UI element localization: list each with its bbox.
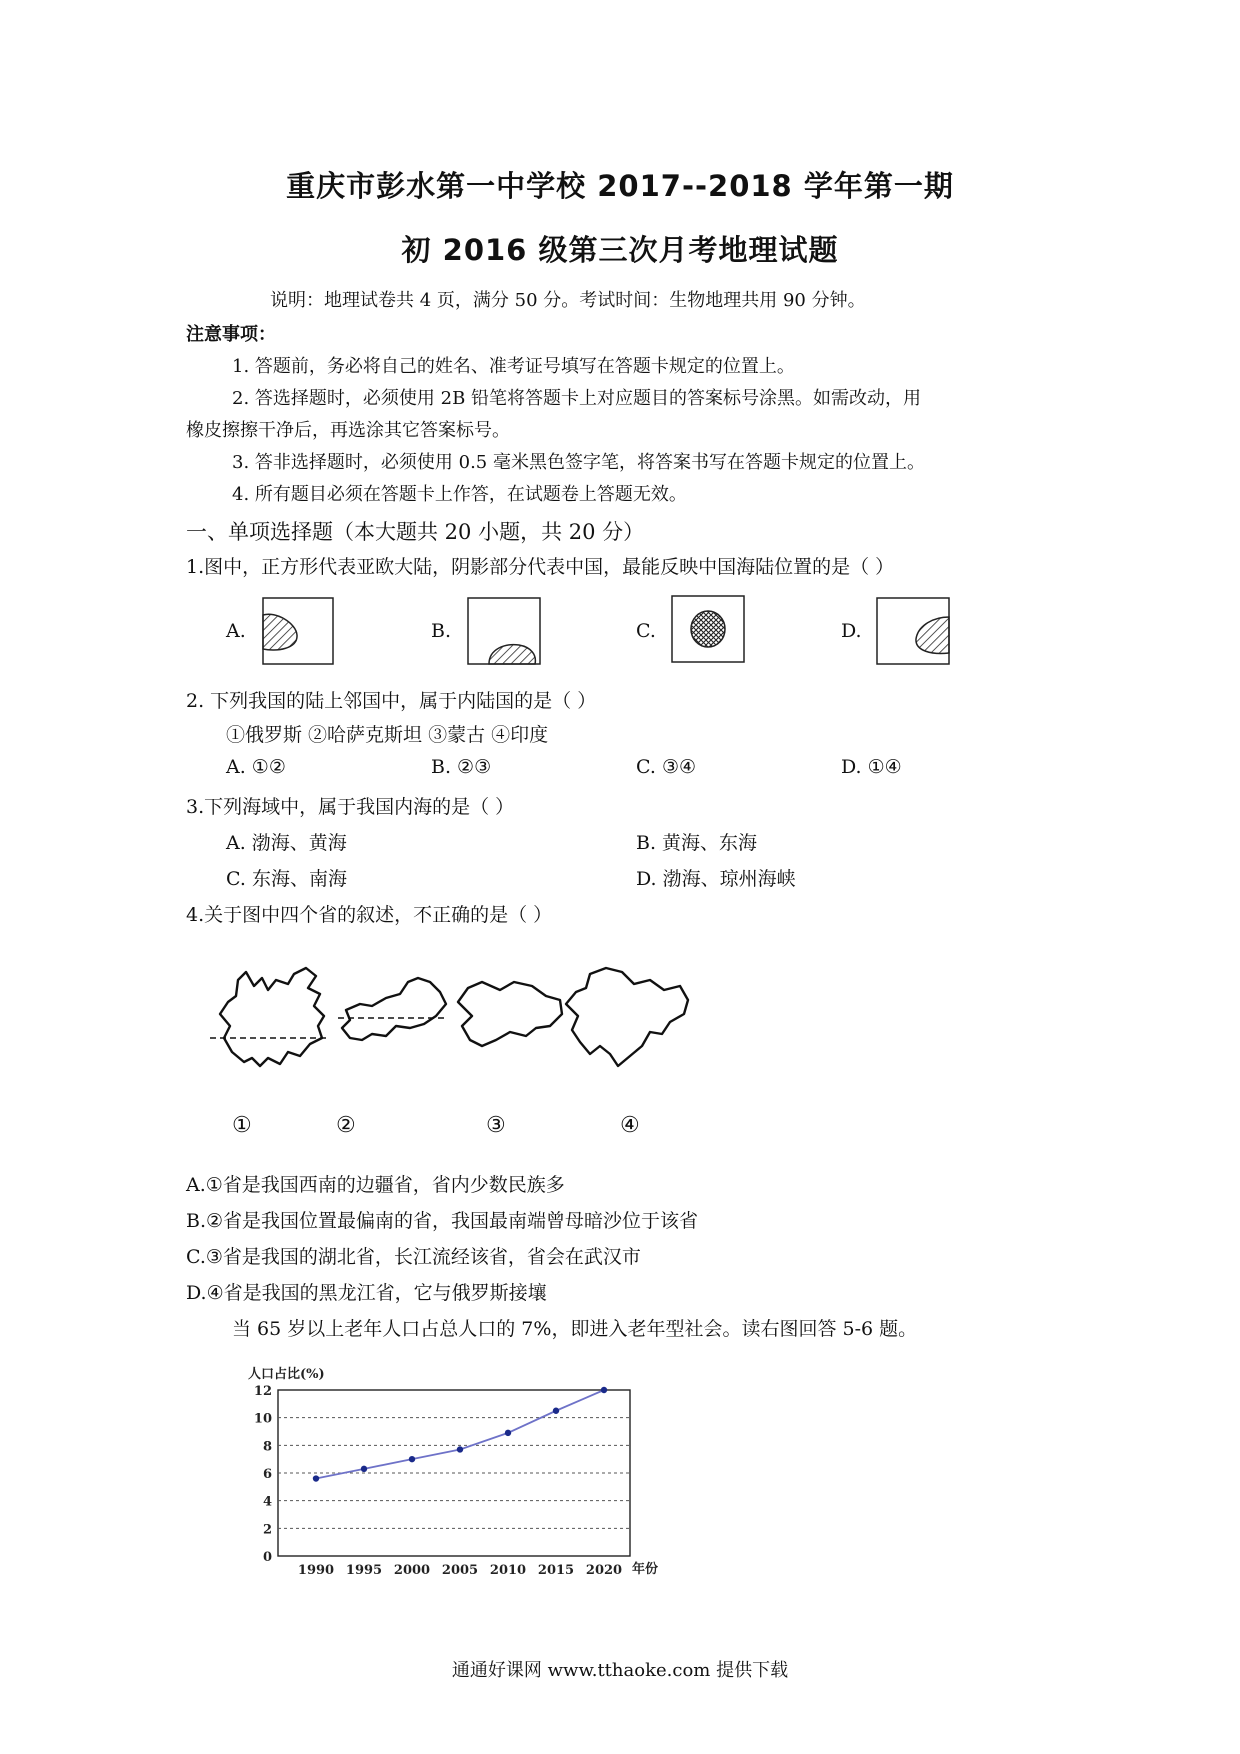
- chart-ylabel: 人口占比(%): [248, 1367, 325, 1382]
- province-label-4: ④: [620, 1113, 640, 1138]
- chart-ytick-label: 2: [262, 1522, 272, 1538]
- instruction-3: 3. 答非选择题时，必须使用 0.5 毫米黑色签字笔，将答案书写在答题卡规定的位置上。: [232, 452, 925, 473]
- q4-option-b: B.②省是我国位置最偏南的省，我国最南端曾母暗沙位于该省: [186, 1210, 699, 1232]
- q2-option-a: A. ①②: [226, 756, 286, 778]
- province-1-outline: [220, 968, 324, 1066]
- instruction-4: 4. 所有题目必须在答题卡上作答，在试题卷上答题无效。: [232, 484, 687, 505]
- chart-ytick-label: 6: [262, 1467, 272, 1482]
- chart-data-point: [457, 1446, 463, 1452]
- instruction-1: 1. 答题前，务必将自己的姓名、准考证号填写在答题卡规定的位置上。: [232, 356, 795, 377]
- aging-population-chart: [240, 1360, 660, 1580]
- q1-option-c-diagram: [671, 595, 745, 663]
- instruction-2b: 橡皮擦擦干净后，再选涂其它答案标号。: [186, 420, 510, 441]
- province-3-outline: [458, 982, 562, 1046]
- q2-stem: 2. 下列我国的陆上邻国中，属于内陆国的是（ ）: [186, 690, 597, 712]
- exam-note: 说明：地理试卷共 4 页，满分 50 分。考试时间：生物地理共用 90 分钟。: [270, 290, 866, 311]
- q3-option-c: C. 东海、南海: [226, 868, 347, 890]
- chart-ytick-label: 8: [262, 1439, 272, 1455]
- title-line1: 重庆市彭水第一中学校 2017--2018 学年第一期: [286, 169, 954, 203]
- chart-xtick-label: 2005: [441, 1563, 479, 1578]
- chart-ytick-label: 12: [253, 1384, 272, 1399]
- q2-choices: ①俄罗斯 ②哈萨克斯坦 ③蒙古 ④印度: [226, 724, 549, 746]
- q3-option-b: B. 黄海、东海: [636, 832, 758, 854]
- q1-option-c-label: C.: [636, 620, 656, 642]
- q1-option-b-label: B.: [431, 620, 452, 642]
- title-line2: 初 2016 级第三次月考地理试题: [401, 233, 839, 267]
- q1-option-d-diagram: [876, 597, 950, 665]
- instruction-2a: 2. 答选择题时，必须使用 2B 铅笔将答题卡上对应题目的答案标号涂黑。如需改动，用: [232, 388, 922, 409]
- chart-xtick-label: 1995: [345, 1563, 383, 1578]
- q4-option-a: A.①省是我国西南的边疆省，省内少数民族多: [186, 1174, 565, 1196]
- q3-option-d: D. 渤海、琼州海峡: [636, 868, 796, 890]
- section-heading: 一、单项选择题（本大题共 20 小题，共 20 分）: [186, 520, 645, 544]
- chart-xtick-label: 1990: [297, 1563, 335, 1578]
- q1-stem: 1.图中，正方形代表亚欧大陆，阴影部分代表中国，最能反映中国海陆位置的是（ ）: [186, 556, 895, 578]
- q4-option-d: D.④省是我国的黑龙江省，它与俄罗斯接壤: [186, 1282, 547, 1304]
- chart-xtick-label: 2020: [585, 1563, 623, 1578]
- q1-option-b-diagram: [467, 597, 541, 665]
- chart-ytick-label: 4: [262, 1494, 272, 1510]
- province-label-2: ②: [336, 1113, 356, 1138]
- chart-data-point: [409, 1456, 415, 1462]
- chart-ytick-label: 0: [262, 1550, 272, 1565]
- province-4-outline: [566, 968, 688, 1066]
- q1-option-d-label: D.: [841, 620, 862, 642]
- q3-option-a: A. 渤海、黄海: [226, 832, 347, 854]
- q4-stem: 4.关于图中四个省的叙述，不正确的是（ ）: [186, 904, 553, 926]
- province-2-outline: [342, 978, 446, 1040]
- chart-data-point: [313, 1475, 319, 1481]
- chart-data-point: [505, 1430, 511, 1436]
- province-label-3: ③: [486, 1113, 506, 1138]
- q56-intro: 当 65 岁以上老年人口占总人口的 7%，即进入老年型社会。读右图回答 5-6 题。: [232, 1318, 918, 1340]
- q2-option-c: C. ③④: [636, 756, 697, 778]
- chart-data-point: [553, 1408, 559, 1414]
- chart-ytick-label: 10: [253, 1411, 272, 1427]
- q4-option-c: C.③省是我国的湖北省，长江流经该省，省会在武汉市: [186, 1246, 641, 1268]
- q4-province-map: [210, 960, 770, 1140]
- chart-data-point: [361, 1466, 367, 1472]
- chart-data-point: [601, 1387, 607, 1393]
- chart-xtick-label: 2000: [393, 1563, 431, 1578]
- q3-stem: 3.下列海域中，属于我国内海的是（ ）: [186, 796, 515, 818]
- q2-option-d: D. ①④: [841, 756, 902, 778]
- chart-xtick-label: 2015: [537, 1563, 575, 1578]
- q1-option-a-label: A.: [226, 620, 246, 642]
- chart-xtick-label: 2010: [489, 1563, 527, 1578]
- chart-xlabel: 年份: [632, 1562, 659, 1577]
- q1-option-a-diagram: [262, 597, 334, 665]
- province-label-1: ①: [232, 1113, 252, 1138]
- instructions-heading: 注意事项：: [186, 324, 276, 345]
- q2-option-b: B. ②③: [431, 756, 492, 778]
- footer-text: 通通好课网 www.tthaoke.com 提供下载: [451, 1660, 789, 1681]
